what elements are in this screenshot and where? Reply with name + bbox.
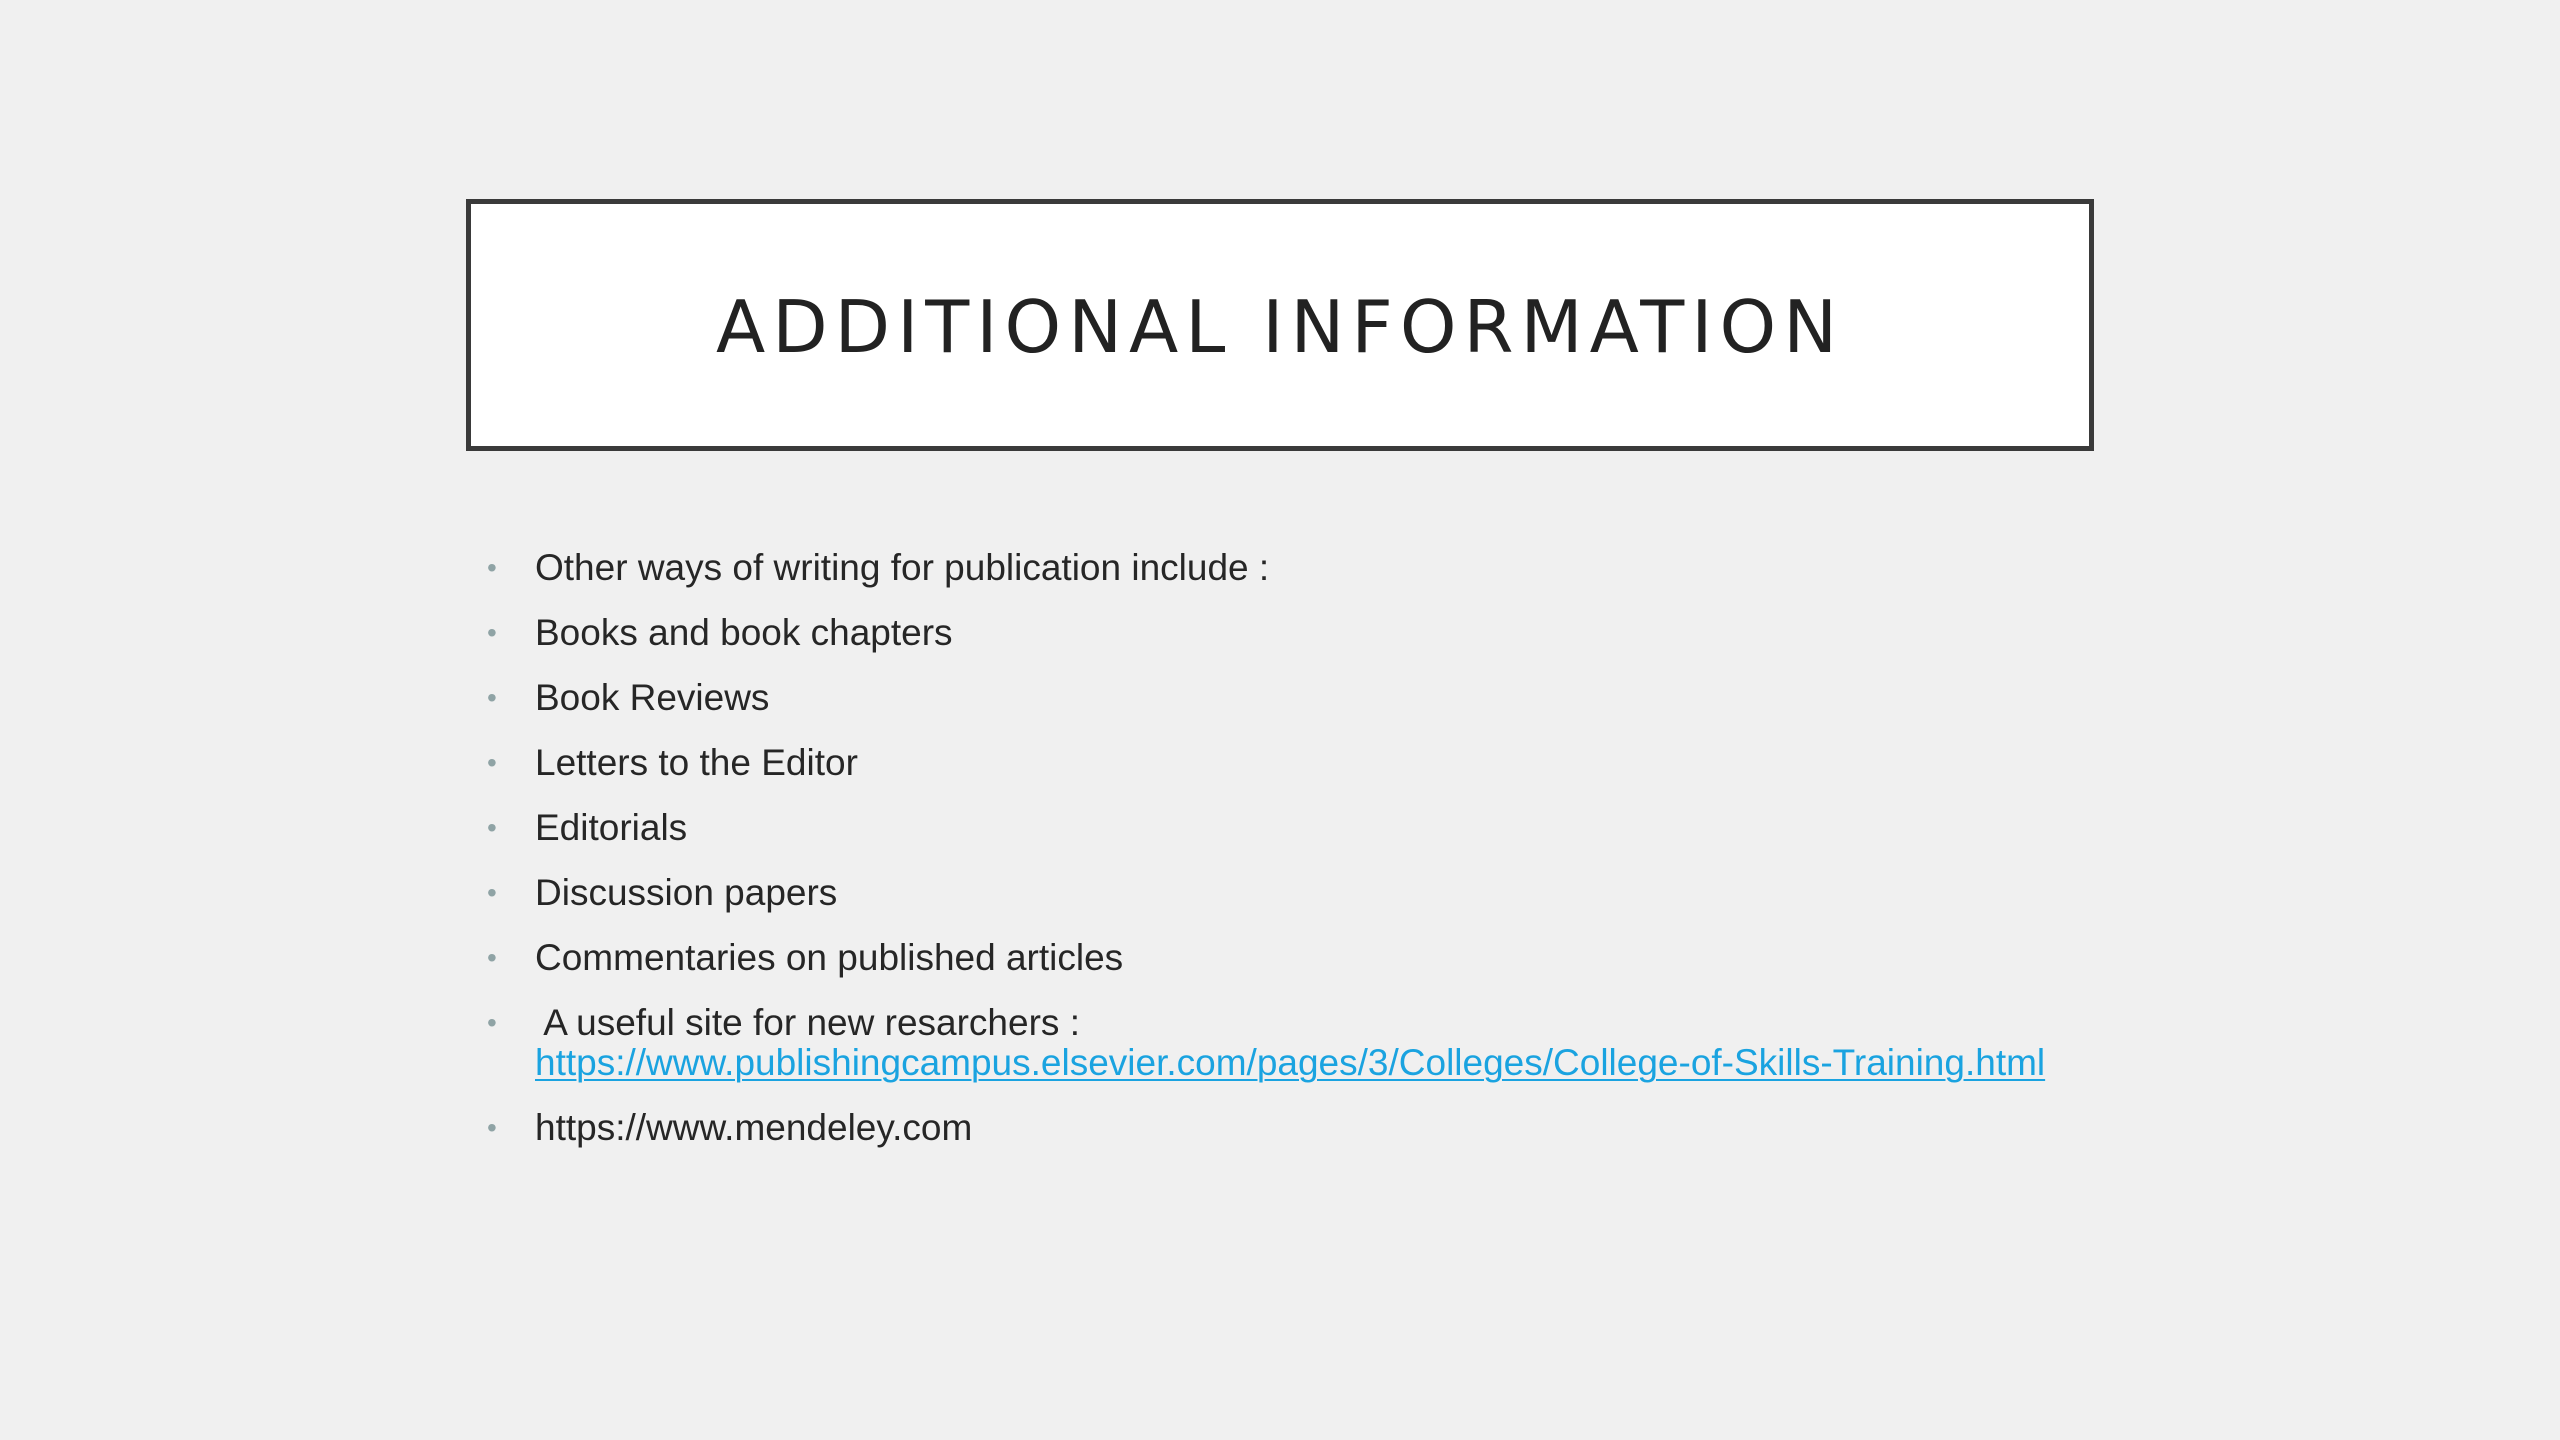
bullet-text: Discussion papers <box>535 872 838 913</box>
bullet-icon: • <box>487 682 497 713</box>
bullet-item <box>480 743 2080 783</box>
bullet-text: Commentaries on published articles <box>535 937 1124 978</box>
bullet-item <box>480 808 2080 848</box>
useful-site-label: A useful site for new resarchers : <box>535 1002 1080 1043</box>
bullet-icon: • <box>487 552 497 583</box>
slide-title: ADDITIONAL INFORMATION <box>715 285 1845 369</box>
bullet-icon: • <box>487 812 497 843</box>
bullet-item <box>480 873 2080 913</box>
bullet-icon: • <box>487 1007 497 1038</box>
bullet-item <box>480 1108 2080 1148</box>
bullet-icon: • <box>487 747 497 778</box>
bullet-list <box>480 548 2080 1173</box>
bullet-item <box>480 613 2080 653</box>
bullet-icon: • <box>487 877 497 908</box>
bullet-text: Other ways of writing for publication include : <box>535 547 1270 588</box>
bullet-text: Book Reviews <box>535 677 770 718</box>
bullet-text: Editorials <box>535 807 688 848</box>
bullet-icon: • <box>487 617 497 648</box>
bullet-icon: • <box>487 1112 497 1143</box>
mendeley-url-text: https://www.mendeley.com <box>535 1107 973 1148</box>
bullet-item <box>480 678 2080 718</box>
bullet-text: Letters to the Editor <box>535 742 858 783</box>
elsevier-link[interactable]: https://www.publishingcampus.elsevier.com/pages/3/Colleges/College-of-Skills-Training.html <box>535 1042 2046 1083</box>
bullet-item <box>480 938 2080 978</box>
bullet-item-useful-site <box>480 1003 2080 1083</box>
bullet-text: Books and book chapters <box>535 612 953 653</box>
bullet-icon: • <box>487 942 497 973</box>
title-box <box>466 199 2094 451</box>
bullet-item <box>480 548 2080 588</box>
